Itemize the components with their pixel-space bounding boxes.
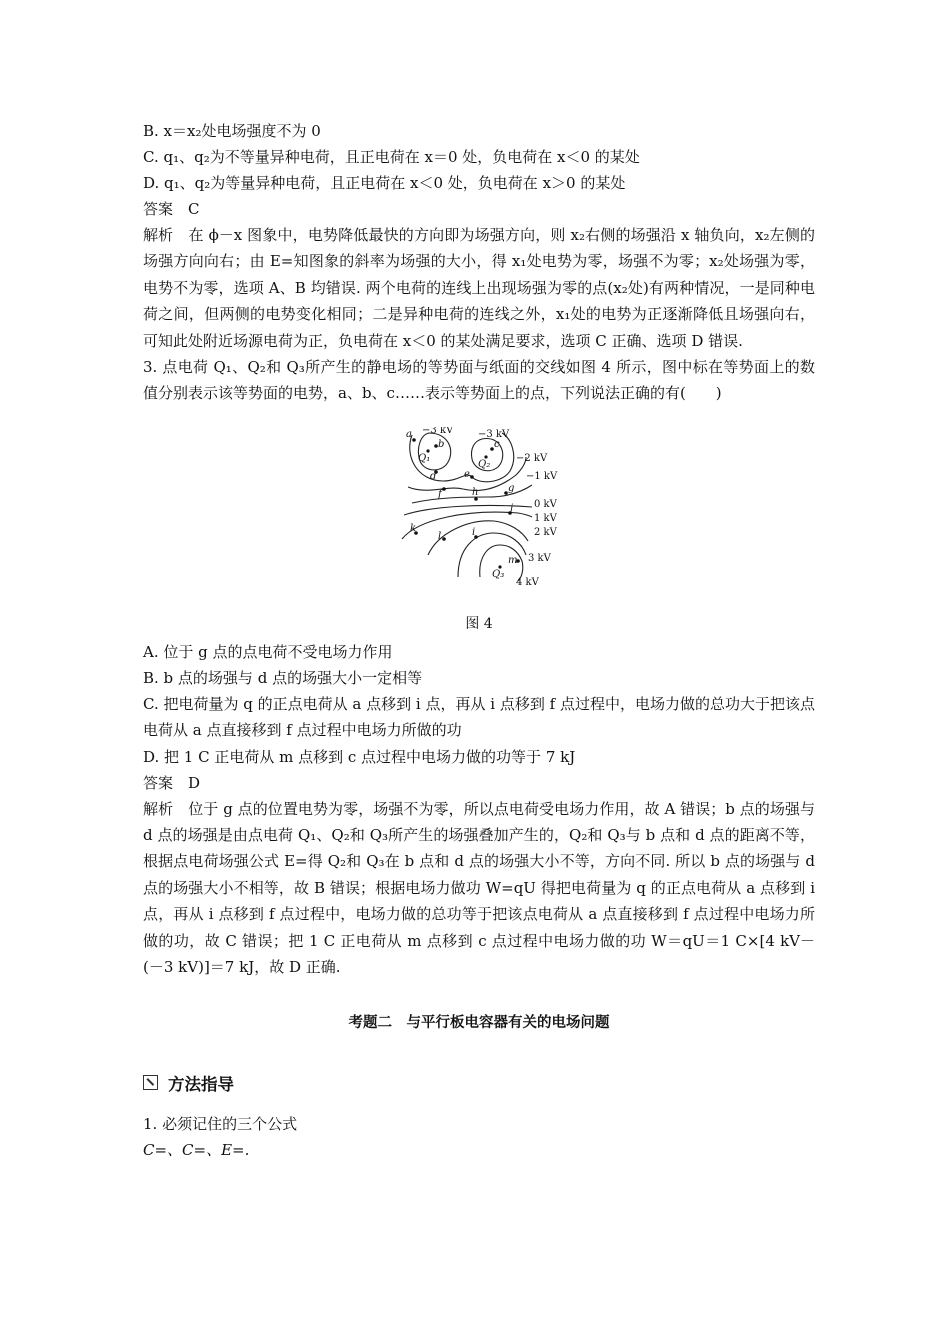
label-a: a: [406, 428, 412, 440]
equipotential-diagram: [398, 427, 578, 595]
point-e-dot: [470, 475, 474, 479]
document-page: [143, 118, 815, 1163]
q3-analysis: 解析 位于 g 点的位置电势为零，场强不为零，所以点电荷受电场力作用，故 A 错误；b 点的场强与 d 点的场强是由点电荷 Q₁、Q₂和 Q₃所产生的场强叠加产生的，Q₂和 Q₃与 b 点和 d 点的距离不等，根据点电荷场强公式 E=得 Q₂和 Q₃在 b 点和 d 点的场强大小不等，方向不同. 所以 b 点的场强与 d 点的场强大小不相等，故 B 错误；根据电场力做功 W=qU 得把电荷量为 q 的正点电荷从 a 点移到 i 点，再从 i 点移到 f 点过程中，电场力做的总功等于把该点电荷从 a 点直接移到 f 点过程中电场力所做的功，故 C 错误；把 1 C 正电荷从 m 点移到 c 点过程中电场力做的功 W＝qU＝1 C×[4 kV－(－3 kV)]＝7 kJ，故 D 正确.: [143, 799, 815, 977]
item1-formulas: C=、C=、E=.: [143, 1140, 250, 1159]
2kv-curve: [402, 512, 532, 539]
label-2kv: 2 kV: [534, 526, 557, 538]
label-minus3kv-q1: −3 kV: [422, 426, 454, 436]
label-i: i: [472, 526, 476, 538]
q3-option-c: C. 把电荷量为 q 的正点电荷从 a 点移到 i 点，再从 i 点移到 f 点过程中，电场力做的总功大于把该点电荷从 a 点直接移到 f 点过程中电场力所做的功: [143, 694, 815, 740]
point-f-dot: [442, 487, 446, 491]
label-q1: Q₁: [418, 452, 431, 464]
label-minus2kv: −2 kV: [516, 452, 548, 464]
point-l-dot: [442, 537, 446, 541]
point-a-dot: [412, 438, 416, 442]
equipotential-figure: [143, 427, 815, 613]
label-l: l: [438, 530, 442, 542]
q3-option-d: D. 把 1 C 正电荷从 m 点移到 c 点过程中电场力做的功等于 7 kJ: [143, 747, 576, 766]
q2-option-c: C. q₁、q₂为不等量异种电荷，且正电荷在 x＝0 处，负电荷在 x＜0 的某处: [143, 148, 640, 166]
q3-stem: 3. 点电荷 Q₁、Q₂和 Q₃所产生的静电场的等势面与纸面的交线如图 4 所示，图中标在等势面上的数值分别表示该等势面的电势，a、b、c……表示等势面上的点，下列说法正确的有( ): [143, 358, 815, 403]
label-j: j: [510, 502, 514, 514]
q2-option-d: D. q₁、q₂为等量异种电荷，且正电荷在 x＜0 处，负电荷在 x＞0 的某处: [143, 174, 626, 192]
q1-loop-inner: [418, 433, 450, 470]
label-3kv: 3 kV: [528, 552, 551, 564]
label-h: h: [472, 486, 479, 498]
q3-option-b: B. b 点的场强与 d 点的场强大小一定相等: [143, 668, 423, 687]
label-d: d: [430, 470, 437, 482]
method-heading: 方法指导: [168, 1074, 234, 1094]
q3-option-a: A. 位于 g 点的点电荷不受电场力作用: [143, 642, 393, 661]
label-minus3kv-q2: −3 kV: [478, 428, 510, 440]
checkbox-square-icon: [143, 1075, 158, 1090]
q2-answer: 答案 C: [143, 200, 200, 218]
label-minus1kv: −1 kV: [526, 470, 558, 482]
figure-caption: 图 4: [465, 615, 493, 632]
label-b: b: [438, 438, 445, 450]
label-q2: Q₂: [478, 458, 491, 470]
label-e: e: [464, 468, 470, 480]
label-m: m: [508, 554, 518, 566]
label-1kv: 1 kV: [534, 512, 557, 524]
q2-option-b: B. x＝x₂处电场强度不为 0: [143, 122, 321, 140]
section-title: 考题二 与平行板电容器有关的电场问题: [348, 1014, 610, 1031]
label-c: c: [494, 438, 500, 450]
label-k: k: [410, 522, 417, 534]
label-0kv: 0 kV: [534, 498, 557, 510]
label-q3: Q₃: [492, 568, 505, 580]
q2-analysis: 解析 在 ϕ－x 图象中，电势降低最快的方向即为场强方向，则 x₂右侧的场强沿 x 轴负向，x₂左侧的场强方向向右；由 E=知图象的斜率为场强的大小，得 x₁处电势为零，场强不为零；x₂处场强为零，电势不为零，选项 A、B 均错误. 两个电荷的连线上出现场强为零的点(x₂处)有两种情况，一是同种电荷之间，但两侧的电势变化相同；二是异种电荷的连线之外，x₁处的电势为正逐渐降低且场强向右，可知此处附近场源电荷为正，负电荷在 x＜0 的某处满足要求，选项 C 正确、选项 D 错误.: [143, 226, 815, 350]
label-f: f: [438, 488, 442, 500]
label-g: g: [508, 482, 515, 494]
q3-answer: 答案 D: [143, 773, 201, 792]
label-4kv: 4 kV: [516, 576, 539, 588]
item1-title: 1. 必须记住的三个公式: [143, 1114, 298, 1133]
method-heading-row: [143, 1071, 815, 1095]
